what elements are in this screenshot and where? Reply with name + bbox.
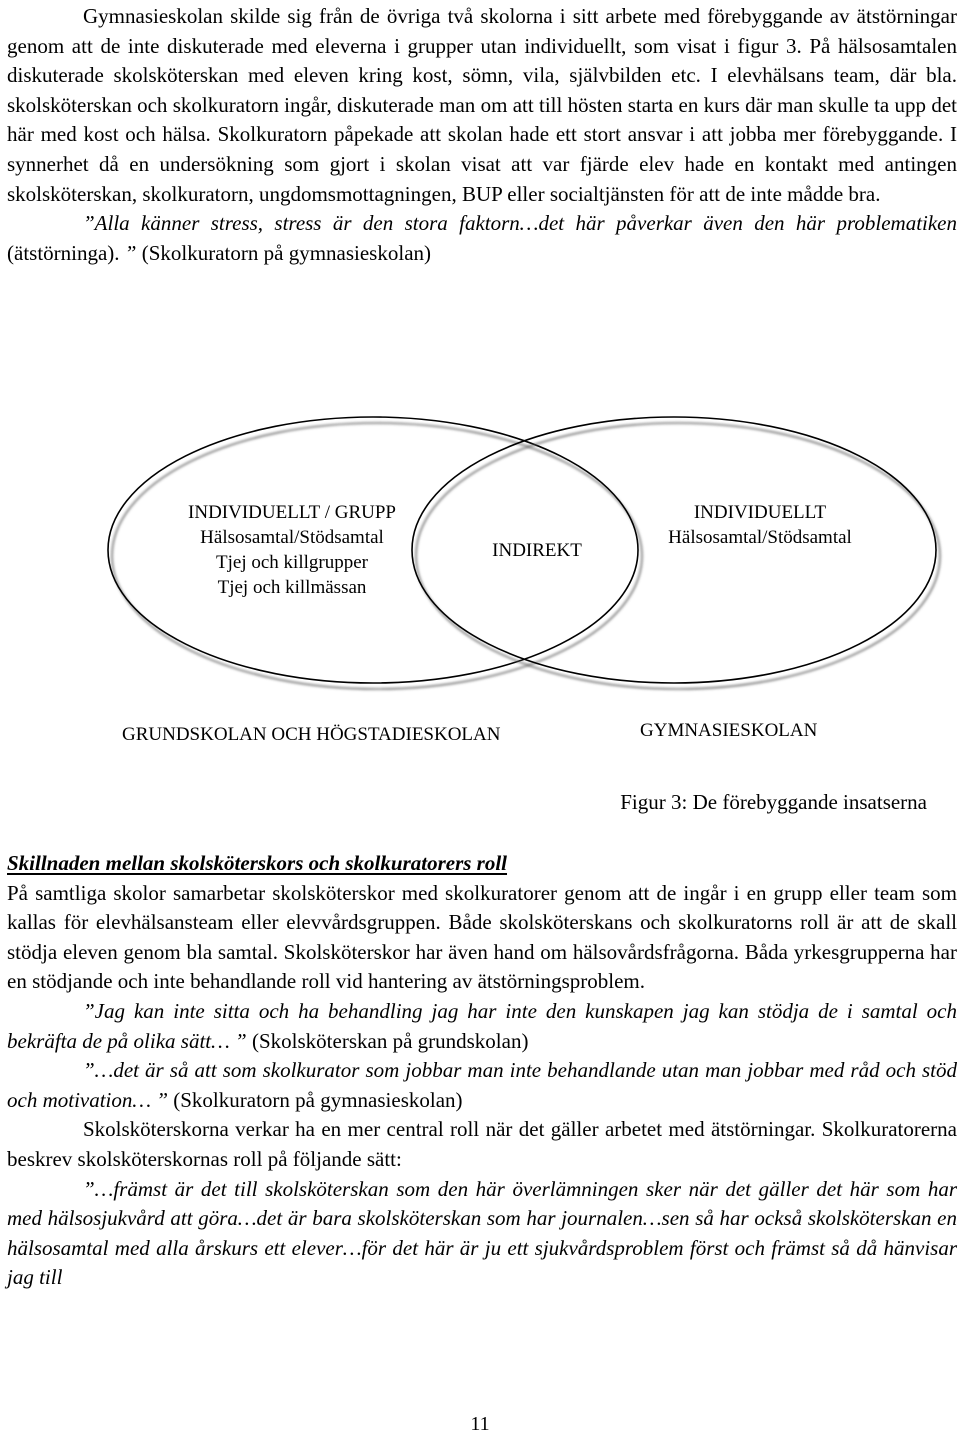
quote-text: ”…det är så att som skolkurator som jobbar man inte behandlande utan man jobbar med råd och stöd och motivation… ” (7, 1058, 957, 1112)
quote-text: ”Jag kan inte sitta och ha behandling jag har inte den kunskapen jag kan stödja de i samtal och bekräfta de på olika sätt… ” (7, 998, 957, 1053)
left-circle-line: INDIVIDUELLT / GRUPP (188, 502, 396, 523)
quote-skolskoterska (7, 997, 957, 1056)
figure-caption: Figur 3: De förebyggande insatserna (620, 790, 927, 814)
right-circle-line: INDIVIDUELLT (693, 502, 827, 523)
quote-skolkurator-2 (7, 1056, 957, 1115)
intro-text (7, 2, 957, 268)
intersection-label: INDIREKT (492, 540, 582, 561)
quote-close: ” (119, 240, 137, 265)
quote-source: (Skolkuratorn på gymnasieskolan) (168, 1087, 463, 1112)
left-circle-line: Tjej och killmässan (217, 577, 367, 598)
right-set-caption: GYMNASIESKOLAN (640, 720, 818, 741)
quote-source: (Skolsköterskan på grundskolan) (246, 1028, 529, 1053)
section-text (7, 849, 957, 1293)
right-circle-line: Hälsosamtal/Stödsamtal (668, 527, 852, 548)
left-circle-line: Hälsosamtal/Stödsamtal (200, 527, 384, 548)
left-circle-label (142, 500, 442, 600)
quote-text: ”Alla känner stress, stress är den stora faktorn…det här påverkar även den här problematiken (83, 211, 957, 236)
left-circle-line: Tjej och killgrupper (216, 552, 368, 573)
quote-overlamning: ”…främst är det till skolsköterskan som den här överlämningen sker när det gäller det här som har med hälsosjukvård att göra…det är bara skolsköterskan som har journalen…sen så har också skolsköterskan en hälsosamtal med alla årskurs ett elever…för det här är ju ett sjukvårdsproblem först och främst så då hänvisar jag till (7, 1176, 957, 1290)
paragraph-samarbete: På samtliga skolor samarbetar skolsköterskor med skolkuratorer genom att de ingår i en grupp eller team som kallas för elevhälsansteam eller elevvårdsgruppen. Både skolsköterskans och skolkuratorns roll är att de skall stödja eleven genom bla samtal. Skolsköterskor har även hand om hälsovårdsfrågorna. Båda yrkesgrupperna har en stödjande och inte behandlande roll vid hantering av ätstörningsproblem. (7, 880, 957, 994)
paragraph-central-roll: Skolsköterskorna verkar ha en mer central roll när det gäller arbetet med ätstörningar. Skolkuratorerna beskrev skolsköterskornas roll på följande sätt: (7, 1117, 957, 1171)
quote-tail: (ätstörninga). (7, 240, 120, 265)
section-heading: Skillnaden mellan skolsköterskors och skolkuratorers roll (7, 851, 508, 875)
paragraph-gymnasieskolan: Gymnasieskolan skilde sig från de övriga två skolorna i sitt arbete med förebyggande av ätstörningar genom att de inte diskuterade med eleverna i grupper utan individuellt, som visat i figur 3. På hälsosamtalen diskuterade skolsköterskan med eleven kring kost, sömn, vila, självbilden etc. I elevhälsans team, där bla. skolsköterskan och skolkuratorn ingår, diskuterade man om att till hösten starta en kurs där man skulle ta upp det här med kost och hälsa. Skolkuratorn påpekade att skolan hade ett stort ansvar i att jobba mer förebyggande. I synnerhet då en undersökning som gjort i skolan visat att var fjärde elev hade en kontakt med antingen skolsköterskan, skolkuratorn, ungdomsmottagningen, BUP eller socialtjänsten för att de inte mådde bra. (7, 4, 957, 206)
quote-skolkurator (7, 209, 957, 268)
right-circle-label (640, 500, 880, 550)
left-set-caption: GRUNDSKOLAN OCH HÖGSTADIESKOLAN (122, 724, 501, 745)
page-number: 11 (470, 1413, 490, 1435)
quote-source: (Skolkuratorn på gymnasieskolan) (136, 240, 432, 265)
